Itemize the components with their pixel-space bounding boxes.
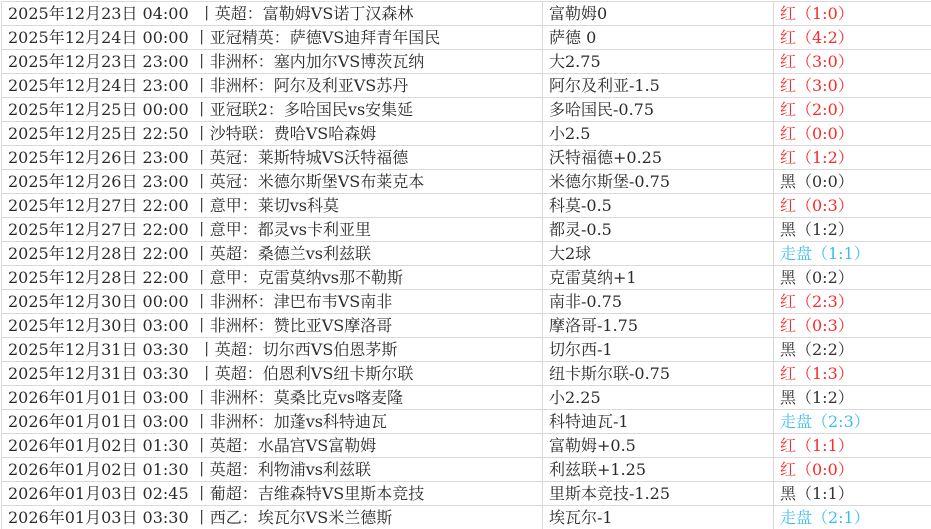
match-info-cell: 2025年12月27日 22:00 丨意甲：莱切vs科莫 [2,194,543,218]
match-info-cell: 2026年01月03日 02:45 丨葡超：吉维森特VS里斯本竞技 [2,482,543,506]
match-results-table [1,1,931,529]
handicap-cell: 小2.25 [543,386,774,410]
handicap-cell: 克雷莫纳+1 [543,266,774,290]
table-row [2,194,931,218]
handicap-cell: 埃瓦尔-1 [543,506,774,529]
match-info-cell: 2025年12月28日 22:00 丨意甲：克雷莫纳vs那不勒斯 [2,266,543,290]
match-info-cell: 2026年01月02日 01:30 丨英超：利物浦vs利兹联 [2,458,543,482]
handicap-cell: 纽卡斯尔联-0.75 [543,362,774,386]
match-info-cell: 2025年12月28日 22:00 丨英超：桑德兰vs利兹联 [2,242,543,266]
handicap-cell: 小2.5 [543,122,774,146]
match-info-cell: 2025年12月25日 00:00 丨亚冠联2：多哈国民vs安集延 [2,98,543,122]
table-row [2,2,931,26]
match-info-cell: 2025年12月23日 04:00 丨英超：富勒姆VS诺丁汉森林 [2,2,543,26]
match-info-cell: 2025年12月26日 23:00 丨英冠：米德尔斯堡VS布莱克本 [2,170,543,194]
result-cell: 黑（1:2） [774,218,931,242]
match-info-cell: 2026年01月03日 03:30 丨西乙：埃瓦尔VS米兰德斯 [2,506,543,529]
handicap-cell: 里斯本竞技-1.25 [543,482,774,506]
table-row [2,242,931,266]
handicap-cell: 科莫-0.5 [543,194,774,218]
match-info-cell: 2025年12月31日 03:30 丨英超：切尔西VS伯恩茅斯 [2,338,543,362]
table-row [2,122,931,146]
result-cell: 黑（1:1） [774,482,931,506]
table-body [2,2,931,529]
match-info-cell: 2025年12月26日 23:00 丨英冠：莱斯特城VS沃特福德 [2,146,543,170]
handicap-cell: 多哈国民-0.75 [543,98,774,122]
result-cell: 红（3:0） [774,50,931,74]
result-cell: 红（4:2） [774,26,931,50]
result-cell: 红（0:0） [774,458,931,482]
result-cell: 走盘（1:1） [774,242,931,266]
handicap-cell: 富勒姆0 [543,2,774,26]
table-row [2,458,931,482]
table-row [2,26,931,50]
result-cell: 红（2:0） [774,98,931,122]
handicap-cell: 都灵-0.5 [543,218,774,242]
table-row [2,386,931,410]
result-cell: 红（1:2） [774,146,931,170]
handicap-cell: 沃特福德+0.25 [543,146,774,170]
table-row [2,50,931,74]
result-cell: 红（0:3） [774,314,931,338]
handicap-cell: 切尔西-1 [543,338,774,362]
result-cell: 红（1:1） [774,434,931,458]
match-info-cell: 2025年12月24日 23:00 丨非洲杯：阿尔及利亚VS苏丹 [2,74,543,98]
handicap-cell: 大2球 [543,242,774,266]
match-info-cell: 2025年12月27日 22:00 丨意甲：都灵vs卡利亚里 [2,218,543,242]
result-cell: 红（0:3） [774,194,931,218]
table-row [2,266,931,290]
handicap-cell: 阿尔及利亚-1.5 [543,74,774,98]
table-row [2,146,931,170]
table-row [2,482,931,506]
result-cell: 红（1:3） [774,362,931,386]
result-cell: 红（1:0） [774,2,931,26]
match-info-cell: 2025年12月25日 22:50 丨沙特联：费哈VS哈森姆 [2,122,543,146]
handicap-cell: 科特迪瓦-1 [543,410,774,434]
handicap-cell: 萨德 0 [543,26,774,50]
result-cell: 黑（2:2） [774,338,931,362]
handicap-cell: 富勒姆+0.5 [543,434,774,458]
match-info-cell: 2026年01月01日 03:00 丨非洲杯：莫桑比克vs喀麦隆 [2,386,543,410]
result-cell: 黑（0:0） [774,170,931,194]
result-cell: 走盘（2:1） [774,506,931,529]
handicap-cell: 南非-0.75 [543,290,774,314]
handicap-cell: 大2.75 [543,50,774,74]
table-row [2,218,931,242]
match-info-cell: 2026年01月01日 03:00 丨非洲杯：加蓬vs科特迪瓦 [2,410,543,434]
handicap-cell: 米德尔斯堡-0.75 [543,170,774,194]
table-row [2,506,931,529]
table-row [2,98,931,122]
result-cell: 红（3:0） [774,74,931,98]
result-cell: 走盘（2:3） [774,410,931,434]
handicap-cell: 摩洛哥-1.75 [543,314,774,338]
table-row [2,290,931,314]
result-cell: 黑（0:2） [774,266,931,290]
table-row [2,314,931,338]
match-info-cell: 2025年12月30日 03:00 丨非洲杯：赞比亚VS摩洛哥 [2,314,543,338]
handicap-cell: 利兹联+1.25 [543,458,774,482]
table-row [2,170,931,194]
result-cell: 红（2:3） [774,290,931,314]
match-info-cell: 2025年12月23日 23:00 丨非洲杯：塞内加尔VS博茨瓦纳 [2,50,543,74]
match-info-cell: 2025年12月30日 00:00 丨非洲杯：津巴布韦VS南非 [2,290,543,314]
table-row [2,362,931,386]
table-row [2,338,931,362]
match-info-cell: 2025年12月24日 00:00 丨亚冠精英：萨德VS迪拜青年国民 [2,26,543,50]
result-cell: 红（0:0） [774,122,931,146]
result-cell: 黑（1:2） [774,386,931,410]
table-row [2,74,931,98]
match-info-cell: 2025年12月31日 03:30 丨英超：伯恩利VS纽卡斯尔联 [2,362,543,386]
match-info-cell: 2026年01月02日 01:30 丨英超：水晶宫VS富勒姆 [2,434,543,458]
table-row [2,410,931,434]
table-row [2,434,931,458]
